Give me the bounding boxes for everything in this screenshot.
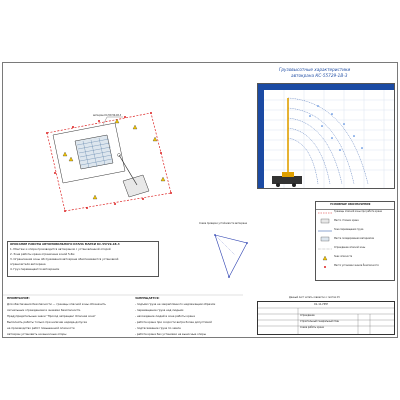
drawing-sheet <box>2 62 398 338</box>
notes-left-line: Для обеспечения безопасности — границы опасной зоны обозначить <box>7 302 106 306</box>
legend-item: Ограждение опасной зоны <box>334 246 366 249</box>
chart-title-line2: автокрана КС-55729-1В-3 <box>291 73 348 78</box>
works-line: 3. Ограничения зоны обслуживания автокрана обеспечиваются установкой <box>10 257 119 261</box>
notes-left-line: Автокран установить на выносные опоры <box>7 332 67 336</box>
notes-mid-line: - подъём груза не закреплённого надлежащим образом <box>135 302 216 306</box>
works-box <box>7 241 159 277</box>
works-line: ограничителя автокрана <box>10 262 46 266</box>
notes-left-line: Предупредительные знаки "Проход запрещен! Опасная зона" <box>7 314 96 318</box>
legend-item: Границы опасной зоны при работе крана <box>334 210 382 213</box>
notes-mid-line: - нахождение людей в зоне работы крана <box>135 314 195 318</box>
notes-mid-line: - перемещение груза над людьми <box>135 308 184 312</box>
notes-left-line: сигнальным ограждением и знаками безопасности. <box>7 308 82 312</box>
notes-mid-line: - работа крана при скорости ветра более допустимой <box>135 320 212 324</box>
triangle-caption: Схема проверки устойчивости автокрана <box>199 222 248 225</box>
notes-left-line: Выполнять работы только при наличии наряда-допуска <box>7 320 87 324</box>
crane-plan-label: автокран КС-55729-1В-3 <box>93 114 122 117</box>
stamp-line: Строительный генеральный план <box>300 320 340 323</box>
title-block <box>257 301 395 335</box>
stamp-code: 01-11-ППР <box>314 303 328 306</box>
works-title: ОПИСАНИЕ РАБОТЫ АВТОМОБИЛЬНОГО КРАНА МАРКИ КС-55729-1В-3 <box>10 242 120 246</box>
notes-mid-title: ЗАПРЕЩАЕТСЯ: <box>135 296 160 300</box>
right-note: Данный лист читать совместно с листом 15 <box>289 296 340 299</box>
notes-mid-line: - подтаскивание груза по земле <box>135 326 181 330</box>
legend-table <box>315 201 395 281</box>
notes-left-line: на производство работ повышенной опасности <box>7 326 75 330</box>
stamp-line: Ограждение <box>300 314 315 317</box>
notes-left-title: ПРИМЕЧАНИЕ: <box>7 296 30 300</box>
notes-mid-line: - работа крана без установки на выносные опоры <box>135 332 206 336</box>
legend-item: Зона перемещения груза <box>334 228 364 231</box>
legend-title: УСЛОВНЫЕ ОБОЗНАЧЕНИЯ <box>330 203 371 206</box>
stamp-line: Схема работы крана <box>300 326 324 329</box>
chart-title-line1: Грузовысотные характеристики <box>279 67 351 72</box>
load-height-chart <box>257 83 395 189</box>
legend-item: Место стоянки крана <box>334 219 359 222</box>
legend-item: Место установки знаков безопасности <box>334 264 379 267</box>
works-line: 2. Зона работы крана ограничена зоной 5-6м <box>10 252 75 256</box>
works-line: 4. Груз перемещается автокраном <box>10 267 60 271</box>
legend-item: Знак опасности <box>334 255 353 258</box>
works-line: 1. Монтаж и опора производится автокраном с установленной опорой <box>10 247 111 251</box>
legend-item: Места складирования материалов <box>334 237 374 240</box>
